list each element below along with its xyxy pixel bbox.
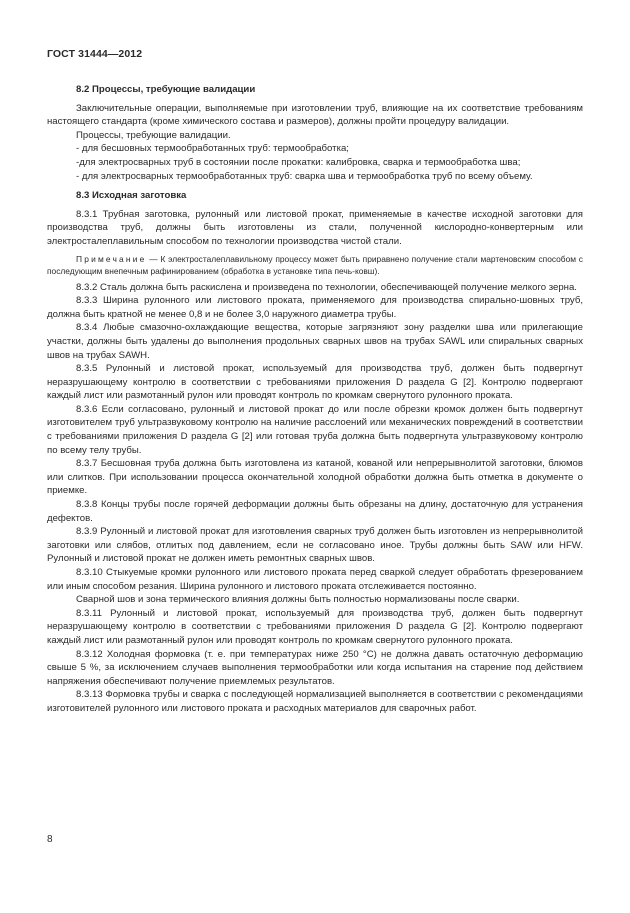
paragraph: 8.3.12 Холодная формовка (т. е. при температурах ниже 250 °С) не должна давать остаточную деформацию свыше 5 %, за исключением случаев выполнения термообработки или когда испытания на старение под действием напряжения обеспечивают получение приемлемых результатов. <box>47 648 583 687</box>
section-heading-8-3: 8.3 Исходная заготовка <box>76 190 187 202</box>
document-header: ГОСТ 31444—2012 <box>47 48 143 60</box>
note-text: — К электросталеплавильному процессу может быть приравнено получение стали мартеновским способом с последующим внепечным рафинированием (обработка в установке типа печь-ковш). <box>47 253 583 276</box>
list-item: - для бесшовных термообработанных труб: термообработка; <box>76 143 349 155</box>
note <box>47 253 583 277</box>
list-item: - для электросварных термообработанных труб: сварка шва и термообработка труб по всему объему. <box>76 170 533 182</box>
page-number: 8 <box>47 834 53 845</box>
paragraph: Заключительные операции, выполняемые при изготовлении труб, влияющие на их соответствие требованиям настоящего стандарта (кроме химического состава и размеров), должны пройти процедуру валидации. <box>47 102 583 128</box>
paragraph: 8.3.11 Рулонный и листовой прокат, используемый для производства труб, должен быть подвергнут неразрушающему контролю в соответствии с требованиями приложения D раздела G [2]. Контролю подвергают каждый лист или размотанный рулон или проводят контроль по кромкам свернутого рулонного проката. <box>47 607 583 646</box>
document-body <box>47 81 583 716</box>
paragraph: 8.3.2 Сталь должна быть раскислена и произведена по технологии, обеспечивающей получение мелкого зерна. <box>76 281 577 293</box>
paragraph: Сварной шов и зона термического влияния должны быть полностью нормализованы после сварки. <box>76 594 520 606</box>
list-item: -для электросварных труб в состоянии после прокатки: калибровка, сварка и термообработка шва; <box>76 156 521 168</box>
section-heading-8-2: 8.2 Процессы, требующие валидации <box>76 84 256 95</box>
paragraph: 8.3.8 Концы трубы после горячей деформации должны быть обрезаны на длину, достаточную для устранения дефектов. <box>47 499 583 524</box>
paragraph: 8.3.9 Рулонный и листовой прокат для изготовления сварных труб должен быть изготовлен из непрерывнолитой заготовки или слябов, отлитых под давлением, если не согласовано иное. Трубы должны быть SAW или HFW. Рулонный и листовой прокат не должен иметь ремонтных сварных швов. <box>47 526 583 565</box>
note-label: Примечание <box>76 253 147 264</box>
paragraph: 8.3.6 Если согласовано, рулонный и листовой прокат до или после обрезки кромок должен быть подвергнут изготовителем труб ультразвуковому контролю на наличие расслоений или механических повреждений в соответствии с требованиями приложения D раздела G [2] или готовая труба должна быть подвергнута ультразвуковому контролю по всему телу трубы. <box>47 403 583 456</box>
paragraph: Процессы, требующие валидации. <box>76 129 231 141</box>
paragraph: 8.3.5 Рулонный и листовой прокат, используемый для производства труб, должен быть подвергнут неразрушающему контролю в соответствии с требованиями приложения D раздела G [2]. Контролю подвергают каждый лист или размотанный рулон или проводят контроль по кромкам свернутого рулонного проката. <box>47 363 583 402</box>
paragraph: 8.3.10 Стыкуемые кромки рулонного или листового проката перед сваркой следует обработать фрезерованием или иным способом резания. Ширина рулонного и листового проката отслеживается постоянно. <box>47 567 583 592</box>
paragraph: 8.3.3 Ширина рулонного или листового проката, применяемого для производства спирально-шовных труб, должна быть кратной не менее 0,8 и не более 3,0 наружного диаметра трубы. <box>47 295 583 320</box>
paragraph: 8.3.1 Трубная заготовка, рулонный или листовой прокат, применяемые в качестве исходной заготовки для производства труб, должны быть изготовлены из стали, полученной кислородно-конвертерным или электросталеплавильным способом по технологии производства чистой стали. <box>47 208 583 247</box>
paragraph: 8.3.4 Любые смазочно-охлаждающие вещества, которые загрязняют зону разделки шва или прилегающие участки, должны быть удалены до выполнения продольных сварных швов на трубах SAWL или спиральных сварных швов на трубах SAWH. <box>47 322 583 361</box>
paragraph: 8.3.7 Бесшовная труба должна быть изготовлена из катаной, кованой или непрерывнолитой заготовки, блюмов или слитков. При использовании процесса окончательной холодной обработки должна быть отметка в документе о приемке. <box>47 458 583 497</box>
paragraph: 8.3.13 Формовка трубы и сварка с последующей нормализацией выполняется в соответствии с рекомендациями изготовителей рулонного или листового проката и расходных материалов для сварочных работ. <box>47 689 583 714</box>
